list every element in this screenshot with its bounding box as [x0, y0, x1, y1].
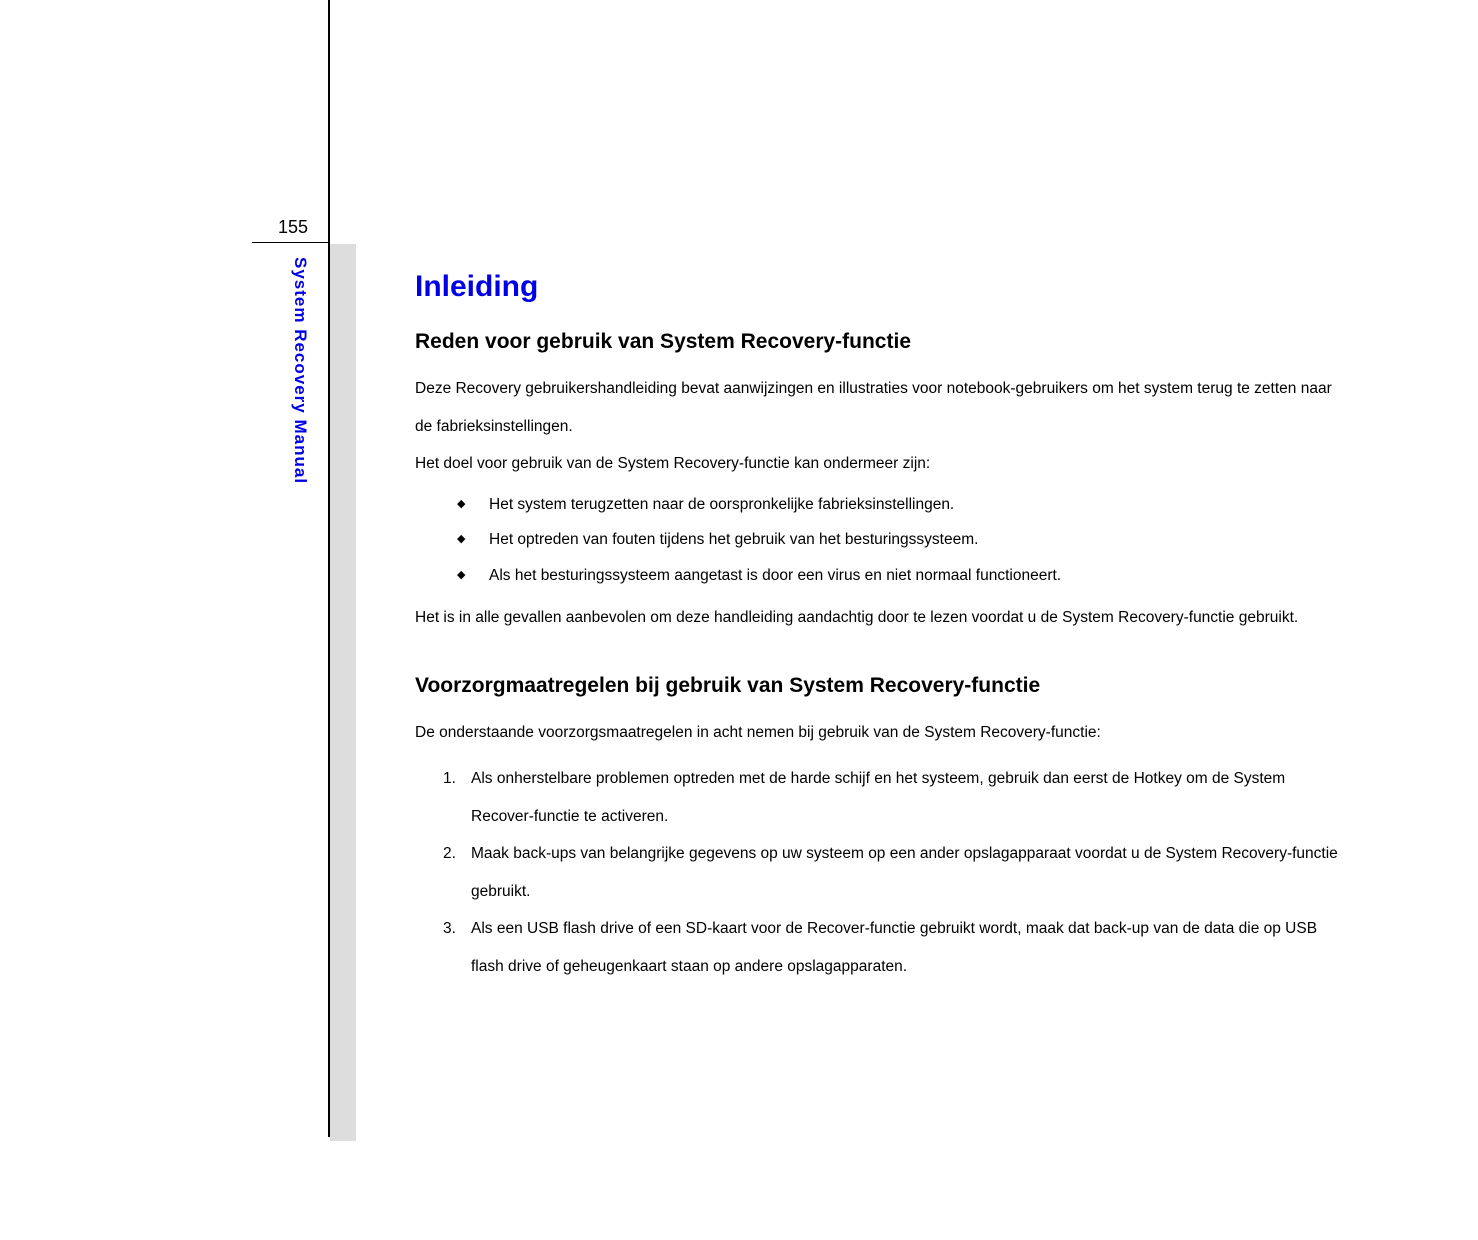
list-item [415, 522, 1345, 558]
section-title-precautions: Voorzorgmaatregelen bij gebruik van System Recovery-functie [415, 673, 1041, 697]
section-intro-paragraph: Deze Recovery gebruikershandleiding bevat aanwijzingen en illustraties voor notebook-gebruikers om het system terug te zetten naar de fabrieksinstellingen. [415, 380, 1332, 435]
page-content [415, 262, 1345, 985]
item-number: 3. [443, 920, 456, 937]
numbered-item [415, 760, 1345, 835]
diamond-bullet-icon: ◆ [457, 568, 466, 581]
side-title: System Recovery Manual [291, 257, 310, 485]
diamond-bullet-icon: ◆ [457, 533, 466, 545]
advice-paragraph: Het is in alle gevallen aanbevolen om deze handleiding aandachtig door te lezen voordat u de System Recovery-functie gebruikt. [415, 609, 1299, 626]
list-item [415, 487, 1345, 523]
list-item-text: Het optreden van fouten tijdens het gebruik van het besturingssysteem. [489, 531, 979, 548]
margin-gray-band [330, 244, 356, 1141]
item-number: 1. [443, 770, 456, 787]
purpose-paragraph: Het doel voor gebruik van de System Recovery-functie kan ondermeer zijn: [415, 455, 931, 472]
precautions-intro-paragraph: De onderstaande voorzorgsmaatregelen in acht nemen bij gebruik van de System Recovery-functie: [415, 723, 1101, 741]
precautions-list [415, 760, 1345, 985]
item-number: 2. [443, 845, 456, 862]
numbered-item-text: Maak back-ups van belangrijke gegevens op uw systeem op een ander opslagapparaat voordat u de System Recovery-functie gebruikt. [471, 845, 1338, 900]
page-number: 155 [278, 217, 309, 237]
list-item-text: Als het besturingssysteem aangetast is door een virus en niet normaal functioneert. [489, 566, 1062, 584]
page-number-rule [252, 242, 328, 243]
section-title-reasons: Reden voor gebruik van System Recovery-functie [415, 330, 911, 353]
page-title: Inleiding [415, 270, 539, 303]
numbered-item [415, 835, 1345, 910]
list-item-text: Het system terugzetten naar de oorspronkelijke fabrieksinstellingen. [489, 495, 955, 513]
numbered-item-text: Als onherstelbare problemen optreden met de harde schijf en het systeem, gebruik dan eerst de Hotkey om de System Recover-functie te activeren. [471, 770, 1286, 825]
numbered-item [415, 910, 1345, 985]
list-item [415, 558, 1345, 594]
diamond-bullet-icon: ◆ [457, 497, 466, 510]
purpose-list [415, 487, 1345, 594]
numbered-item-text: Als een USB flash drive of een SD-kaart voor de Recover-functie gebruikt wordt, maak dat back-up van de data die op USB flash drive of geheugenkaart staan op andere opslagapparaten. [471, 920, 1318, 975]
